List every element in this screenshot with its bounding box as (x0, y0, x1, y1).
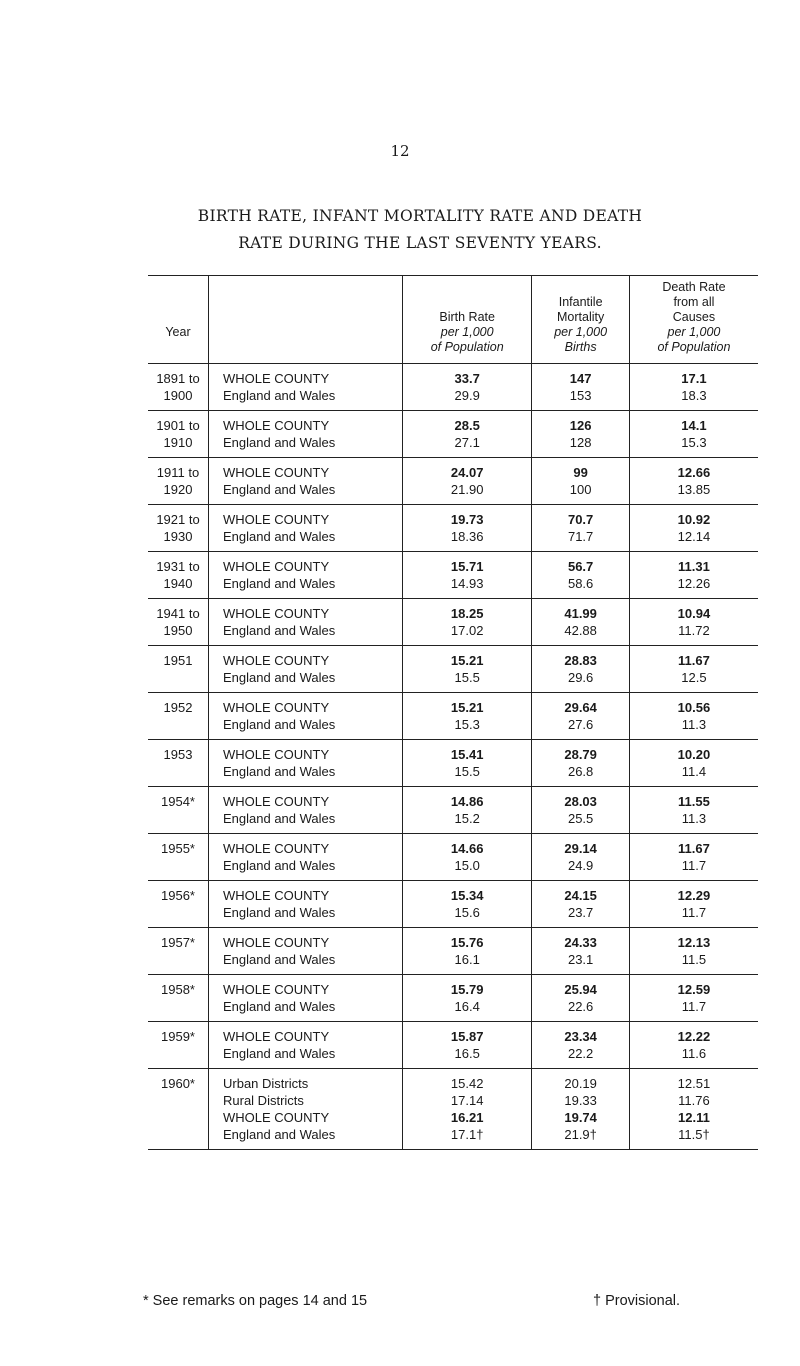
area-cell (209, 552, 403, 599)
table-row (148, 364, 758, 411)
infant-mortality-cell (532, 411, 630, 458)
area-cell (209, 411, 403, 458)
birth-rate-cell (403, 740, 532, 787)
birth-rate-cell (403, 975, 532, 1022)
death-rate-cell (629, 693, 758, 740)
infant-mortality-cell (532, 1069, 630, 1150)
area-label: England and Wales (223, 482, 336, 497)
birth-rate-cell (403, 364, 532, 411)
area-cell (209, 693, 403, 740)
death-rate-value: 14.1 (681, 418, 707, 433)
death-rate-value: 13.85 (677, 482, 711, 497)
area-label: WHOLE COUNTY (223, 888, 330, 903)
birth-rate-value: 27.1 (454, 435, 480, 450)
birth-rate-value: 15.3 (454, 717, 480, 732)
death-rate-value: 12.14 (677, 529, 711, 544)
area-label: WHOLE COUNTY (223, 841, 330, 856)
birth-rate-value: 18.36 (450, 529, 484, 544)
area-cell (209, 740, 403, 787)
infant-mortality-value: 71.7 (567, 529, 594, 544)
area-label: England and Wales (223, 1127, 336, 1142)
header-death-rate: Death Rate from all Causes per 1,000 of Population (629, 276, 758, 364)
infant-mortality-value: 26.8 (567, 764, 594, 779)
infant-mortality-value: 22.2 (567, 1046, 594, 1061)
area-label: England and Wales (223, 1046, 336, 1061)
birth-rate-cell (403, 646, 532, 693)
infant-mortality-value: 21.9† (564, 1127, 597, 1142)
infant-mortality-cell (532, 364, 630, 411)
infant-mortality-value: 29.6 (567, 670, 594, 685)
death-rate-cell (629, 599, 758, 646)
page-title (100, 203, 740, 257)
infant-mortality-value: 28.03 (564, 794, 597, 809)
birth-rate-value: 16.4 (454, 999, 480, 1014)
area-cell (209, 599, 403, 646)
infant-mortality-cell (532, 787, 630, 834)
birth-rate-value: 15.6 (454, 905, 480, 920)
death-rate-cell (629, 881, 758, 928)
death-rate-value: 11.55 (678, 794, 710, 809)
year-cell (148, 364, 209, 411)
infant-mortality-value: 23.7 (567, 905, 594, 920)
birth-rate-value: 15.5 (454, 670, 480, 685)
birth-rate-value: 15.71 (450, 559, 484, 574)
death-rate-value: 18.3 (681, 388, 707, 403)
birth-rate-value: 16.21 (450, 1110, 484, 1125)
birth-rate-value: 24.07 (450, 465, 484, 480)
table-row (148, 740, 758, 787)
infant-mortality-value: 23.34 (564, 1029, 597, 1044)
year-cell (148, 1022, 209, 1069)
table-body (148, 364, 758, 1150)
death-rate-value: 10.56 (677, 700, 711, 715)
infant-mortality-value: 58.6 (567, 576, 594, 591)
header-area (209, 276, 403, 364)
year-label: 1956* (161, 888, 195, 903)
death-rate-cell (629, 505, 758, 552)
year-label: 1950 (163, 623, 193, 638)
death-rate-value: 11.67 (678, 841, 710, 856)
infant-mortality-cell (532, 834, 630, 881)
area-label: England and Wales (223, 905, 336, 920)
table-row (148, 646, 758, 693)
birth-rate-value: 15.76 (450, 935, 484, 950)
area-label: WHOLE COUNTY (223, 559, 330, 574)
infant-mortality-value: 29.14 (564, 841, 597, 856)
infant-mortality-cell (532, 505, 630, 552)
birth-rate-value: 29.9 (454, 388, 480, 403)
header-year: Year (148, 276, 209, 364)
area-label: WHOLE COUNTY (223, 1029, 330, 1044)
table-row (148, 552, 758, 599)
infant-mortality-value: 25.5 (567, 811, 594, 826)
infant-mortality-cell (532, 693, 630, 740)
area-cell (209, 1022, 403, 1069)
year-label: 1931 to (156, 559, 200, 574)
death-rate-value: 12.59 (677, 982, 711, 997)
birth-rate-value: 17.1† (450, 1127, 484, 1142)
area-label: England and Wales (223, 529, 336, 544)
year-cell (148, 740, 209, 787)
area-cell (209, 787, 403, 834)
year-cell (148, 834, 209, 881)
death-rate-value: 10.94 (677, 606, 711, 621)
death-rate-value: 12.51 (677, 1076, 711, 1091)
year-cell (148, 552, 209, 599)
death-rate-cell (629, 740, 758, 787)
year-label: 1901 to (156, 418, 200, 433)
year-cell (148, 646, 209, 693)
year-label: 1921 to (156, 512, 200, 527)
birth-rate-value: 18.25 (450, 606, 484, 621)
year-label: 1952 (163, 700, 193, 715)
year-cell (148, 693, 209, 740)
infant-mortality-cell (532, 881, 630, 928)
death-rate-value: 11.3 (681, 811, 707, 826)
year-label: 1957* (161, 935, 195, 950)
year-cell (148, 458, 209, 505)
birth-rate-value: 15.41 (450, 747, 484, 762)
death-rate-value: 11.76 (678, 1093, 710, 1108)
birth-rate-value: 17.14 (450, 1093, 484, 1108)
infant-mortality-value: 70.7 (567, 512, 594, 527)
area-label: England and Wales (223, 717, 336, 732)
death-rate-cell (629, 834, 758, 881)
birth-rate-value: 15.42 (450, 1076, 484, 1091)
infant-mortality-cell (532, 1022, 630, 1069)
birth-rate-value: 15.5 (454, 764, 480, 779)
year-cell (148, 787, 209, 834)
infant-mortality-value: 25.94 (564, 982, 597, 997)
table-row (148, 505, 758, 552)
birth-rate-cell (403, 928, 532, 975)
infant-mortality-value: 41.99 (564, 606, 597, 621)
year-label: 1940 (163, 576, 193, 591)
table-row (148, 881, 758, 928)
infant-mortality-value: 153 (569, 388, 592, 403)
birth-rate-value: 16.5 (454, 1046, 480, 1061)
infant-mortality-value: 24.15 (564, 888, 597, 903)
area-cell (209, 646, 403, 693)
death-rate-cell (629, 458, 758, 505)
death-rate-cell (629, 1022, 758, 1069)
birth-rate-cell (403, 458, 532, 505)
table-row (148, 928, 758, 975)
year-cell (148, 881, 209, 928)
area-label: England and Wales (223, 623, 336, 638)
death-rate-value: 11.67 (678, 653, 710, 668)
death-rate-value: 10.92 (677, 512, 711, 527)
birth-rate-value: 16.1 (454, 952, 480, 967)
footnote-provisional: † Provisional. (593, 1293, 681, 1309)
area-label: WHOLE COUNTY (223, 747, 330, 762)
birth-rate-value: 15.87 (450, 1029, 484, 1044)
birth-rate-value: 15.79 (450, 982, 484, 997)
birth-rate-value: 15.21 (450, 653, 484, 668)
infant-mortality-value: 56.7 (567, 559, 594, 574)
area-label: England and Wales (223, 858, 336, 873)
birth-rate-value: 14.66 (450, 841, 484, 856)
year-cell (148, 599, 209, 646)
area-label: WHOLE COUNTY (223, 606, 330, 621)
death-rate-cell (629, 364, 758, 411)
death-rate-value: 11.31 (678, 559, 710, 574)
area-label: WHOLE COUNTY (223, 700, 330, 715)
year-label: 1955* (161, 841, 195, 856)
year-cell (148, 505, 209, 552)
area-label: England and Wales (223, 999, 336, 1014)
infant-mortality-value: 28.79 (564, 747, 597, 762)
table-row (148, 975, 758, 1022)
table-row (148, 834, 758, 881)
death-rate-value: 15.3 (681, 435, 707, 450)
area-cell (209, 1069, 403, 1150)
birth-rate-cell (403, 834, 532, 881)
area-cell (209, 458, 403, 505)
infant-mortality-value: 20.19 (564, 1076, 597, 1091)
year-label: 1900 (163, 388, 193, 403)
death-rate-cell (629, 787, 758, 834)
table-row (148, 787, 758, 834)
death-rate-value: 12.22 (677, 1029, 711, 1044)
birth-rate-value: 14.86 (450, 794, 484, 809)
area-cell (209, 364, 403, 411)
death-rate-value: 12.26 (677, 576, 711, 591)
area-cell (209, 975, 403, 1022)
birth-rate-value: 17.02 (450, 623, 484, 638)
death-rate-value: 12.29 (677, 888, 711, 903)
area-label: Urban Districts (223, 1076, 309, 1091)
header-birth-rate: Birth Rate per 1,000 of Population (403, 276, 532, 364)
infant-mortality-value: 42.88 (564, 623, 597, 638)
page-number: 12 (390, 142, 410, 160)
area-label: WHOLE COUNTY (223, 418, 330, 433)
death-rate-cell (629, 646, 758, 693)
area-label: WHOLE COUNTY (223, 465, 330, 480)
area-cell (209, 881, 403, 928)
birth-rate-cell (403, 1069, 532, 1150)
death-rate-value: 11.3 (681, 717, 707, 732)
infant-mortality-value: 28.83 (564, 653, 597, 668)
death-rate-value: 11.7 (681, 999, 707, 1014)
year-label: 1911 to (156, 465, 200, 480)
year-label: 1910 (163, 435, 193, 450)
area-label: England and Wales (223, 435, 336, 450)
year-cell (148, 411, 209, 458)
infant-mortality-value: 23.1 (567, 952, 594, 967)
birth-rate-value: 15.2 (454, 811, 480, 826)
area-label: WHOLE COUNTY (223, 935, 330, 950)
infant-mortality-value: 24.9 (567, 858, 594, 873)
birth-rate-cell (403, 505, 532, 552)
area-label: WHOLE COUNTY (223, 371, 330, 386)
infant-mortality-value: 147 (569, 371, 592, 386)
death-rate-value: 10.20 (677, 747, 711, 762)
year-label: 1958* (161, 982, 195, 997)
death-rate-value: 11.5† (678, 1127, 710, 1142)
year-label: 1960* (161, 1076, 195, 1091)
death-rate-value: 11.7 (681, 905, 707, 920)
birth-rate-cell (403, 787, 532, 834)
area-label: WHOLE COUNTY (223, 982, 330, 997)
birth-rate-value: 15.21 (450, 700, 484, 715)
birth-rate-value: 28.5 (454, 418, 480, 433)
birth-rate-value: 19.73 (450, 512, 484, 527)
death-rate-value: 11.4 (681, 764, 707, 779)
infant-mortality-value: 19.33 (564, 1093, 597, 1108)
year-label: 1941 to (156, 606, 200, 621)
death-rate-cell (629, 552, 758, 599)
death-rate-value: 17.1 (681, 371, 707, 386)
infant-mortality-value: 24.33 (564, 935, 597, 950)
table-row (148, 693, 758, 740)
infant-mortality-cell (532, 928, 630, 975)
table-row (148, 1022, 758, 1069)
area-label: England and Wales (223, 388, 336, 403)
year-label: 1953 (163, 747, 193, 762)
table-row (148, 458, 758, 505)
death-rate-cell (629, 411, 758, 458)
year-label: 1930 (163, 529, 193, 544)
year-cell (148, 928, 209, 975)
birth-rate-cell (403, 693, 532, 740)
year-cell (148, 975, 209, 1022)
birth-rate-value: 33.7 (454, 371, 480, 386)
header-infant-mortality: Infantile Mortality per 1,000 Births (532, 276, 630, 364)
table-row (148, 411, 758, 458)
infant-mortality-cell (532, 552, 630, 599)
area-label: England and Wales (223, 670, 336, 685)
birth-rate-cell (403, 599, 532, 646)
area-label: England and Wales (223, 576, 336, 591)
birth-rate-cell (403, 552, 532, 599)
birth-rate-cell (403, 1022, 532, 1069)
death-rate-value: 12.5 (681, 670, 707, 685)
table-header-row (148, 276, 758, 364)
area-label: England and Wales (223, 811, 336, 826)
area-label: WHOLE COUNTY (223, 1110, 330, 1125)
area-label: England and Wales (223, 764, 336, 779)
infant-mortality-cell (532, 740, 630, 787)
area-label: Rural Districts (223, 1093, 304, 1108)
infant-mortality-value: 27.6 (567, 717, 594, 732)
death-rate-value: 11.7 (681, 858, 707, 873)
infant-mortality-cell (532, 458, 630, 505)
year-label: 1959* (161, 1029, 195, 1044)
table-row (148, 599, 758, 646)
rates-table (148, 275, 758, 1150)
area-label: England and Wales (223, 952, 336, 967)
area-cell (209, 928, 403, 975)
infant-mortality-cell (532, 975, 630, 1022)
death-rate-cell (629, 928, 758, 975)
year-label: 1920 (163, 482, 193, 497)
title-line-2: RATE DURING THE LAST SEVENTY YEARS. (238, 234, 602, 252)
birth-rate-value: 15.0 (454, 858, 480, 873)
birth-rate-value: 21.90 (450, 482, 484, 497)
death-rate-value: 12.66 (677, 465, 711, 480)
infant-mortality-value: 29.64 (564, 700, 597, 715)
birth-rate-value: 14.93 (450, 576, 484, 591)
year-cell (148, 1069, 209, 1150)
death-rate-value: 11.6 (681, 1046, 707, 1061)
infant-mortality-cell (532, 599, 630, 646)
death-rate-value: 12.11 (678, 1110, 710, 1125)
infant-mortality-value: 128 (569, 435, 592, 450)
area-cell (209, 505, 403, 552)
area-label: WHOLE COUNTY (223, 653, 330, 668)
death-rate-value: 11.5 (681, 952, 707, 967)
infant-mortality-value: 22.6 (567, 999, 594, 1014)
area-label: WHOLE COUNTY (223, 512, 330, 527)
footnote-remarks: * See remarks on pages 14 and 15 (143, 1293, 368, 1309)
birth-rate-cell (403, 881, 532, 928)
birth-rate-value: 15.34 (450, 888, 484, 903)
area-cell (209, 834, 403, 881)
infant-mortality-cell (532, 646, 630, 693)
area-label: WHOLE COUNTY (223, 794, 330, 809)
death-rate-cell (629, 975, 758, 1022)
birth-rate-cell (403, 411, 532, 458)
year-label: 1954* (161, 794, 195, 809)
year-label: 1891 to (156, 371, 200, 386)
infant-mortality-value: 126 (569, 418, 592, 433)
infant-mortality-value: 100 (569, 482, 592, 497)
death-rate-value: 11.72 (678, 623, 710, 638)
death-rate-value: 12.13 (677, 935, 711, 950)
title-line-1: BIRTH RATE, INFANT MORTALITY RATE AND DEATH (197, 207, 643, 225)
year-label: 1951 (163, 653, 193, 668)
death-rate-cell (629, 1069, 758, 1150)
infant-mortality-value: 19.74 (564, 1110, 597, 1125)
infant-mortality-value: 99 (573, 465, 588, 480)
table-row (148, 1069, 758, 1150)
